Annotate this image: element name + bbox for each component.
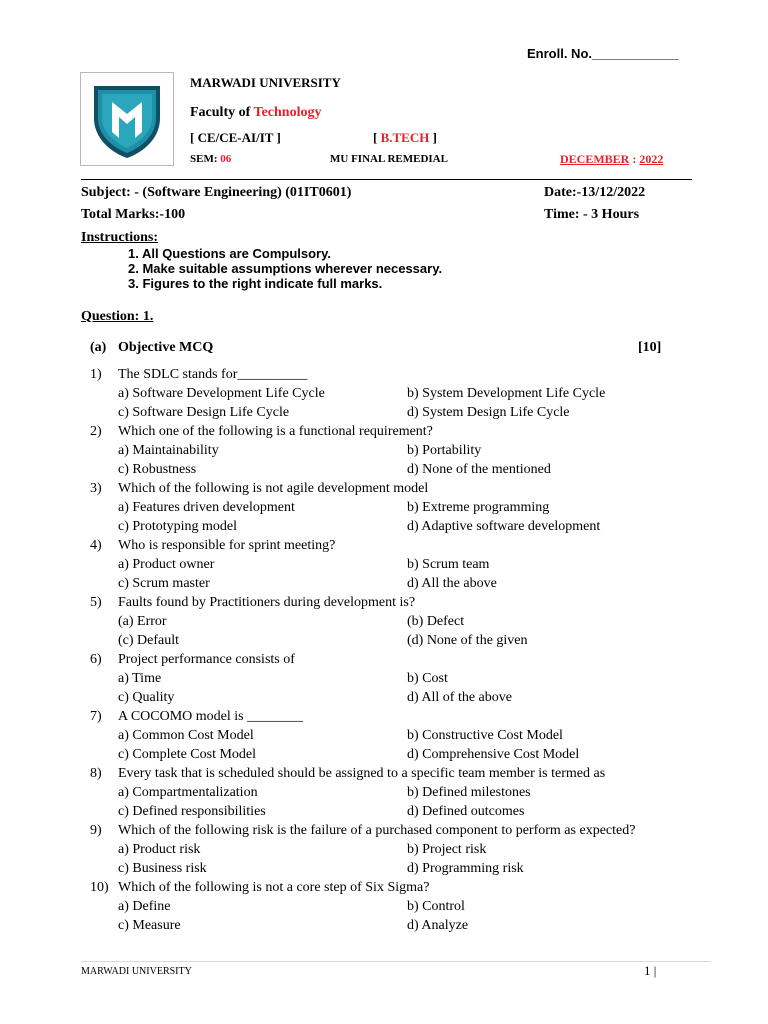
- option-b: b) Constructive Cost Model: [407, 728, 563, 743]
- option-c: c) Robustness: [118, 462, 197, 477]
- subject: Subject: - (Software Engineering) (01IT0601): [81, 185, 352, 200]
- option-a: a) Compartmentalization: [118, 785, 258, 800]
- instruction-item: 1. All Questions are Compulsory.: [128, 246, 331, 261]
- exam-date: Date:-13/12/2022: [544, 185, 646, 200]
- option-b: b) System Development Life Cycle: [407, 386, 606, 401]
- option-c: c) Measure: [118, 918, 181, 933]
- sem-label: SEM:: [190, 153, 221, 165]
- option-c: c) Complete Cost Model: [118, 747, 257, 762]
- instruction-item: 2. Make suitable assumptions wherever necessary.: [128, 261, 443, 276]
- part-label: (a): [90, 340, 107, 355]
- programme: [ CE/CE-AI/IT ]: [190, 130, 281, 145]
- option-a: a) Software Development Life Cycle: [118, 386, 325, 401]
- question-text: Which of the following risk is the failure of a purchased component to perform as expected?: [118, 823, 636, 838]
- part-marks: [10]: [638, 340, 662, 355]
- question-text: The SDLC stands for__________: [118, 367, 308, 382]
- question-text: Faults found by Practitioners during development is?: [118, 595, 416, 610]
- option-d: d) Analyze: [407, 918, 469, 933]
- option-b: b) Scrum team: [407, 557, 490, 572]
- instruction-item: 3. Figures to the right indicate full marks.: [128, 276, 383, 291]
- option-a: a) Product risk: [118, 842, 201, 857]
- question-number: 3): [90, 481, 102, 496]
- option-d: d) Adaptive software development: [407, 519, 601, 534]
- option-a: (a) Error: [118, 614, 167, 629]
- option-c: c) Business risk: [118, 861, 207, 876]
- option-d: d) Programming risk: [407, 861, 524, 876]
- option-d: d) System Design Life Cycle: [407, 405, 570, 420]
- page-number: 1 |: [644, 963, 657, 978]
- question-number: 6): [90, 652, 102, 667]
- option-a: a) Time: [118, 671, 162, 686]
- part-title: Objective MCQ: [118, 340, 214, 355]
- question-number: 2): [90, 424, 102, 439]
- option-b: b) Control: [407, 899, 465, 914]
- option-b: b) Extreme programming: [407, 500, 550, 515]
- option-d: (d) None of the given: [407, 633, 528, 648]
- option-b: b) Portability: [407, 443, 482, 458]
- option-b: (b) Defect: [407, 614, 465, 629]
- total-marks: Total Marks:-100: [81, 207, 186, 222]
- footer-university: MARWADI UNIVERSITY: [81, 966, 192, 977]
- option-a: a) Features driven development: [118, 500, 295, 515]
- question-number: 7): [90, 709, 102, 724]
- question-text: Which one of the following is a functional requirement?: [118, 424, 433, 439]
- exam-month: DECEMBER: [560, 152, 630, 166]
- university-logo: [80, 72, 174, 166]
- option-d: d) All of the above: [407, 690, 512, 705]
- option-d: d) None of the mentioned: [407, 462, 551, 477]
- question-text: A COCOMO model is ________: [118, 709, 304, 724]
- semester: [190, 153, 231, 165]
- option-c: c) Quality: [118, 690, 175, 705]
- question-text: Project performance consists of: [118, 652, 295, 667]
- sem-value: 06: [220, 153, 232, 165]
- question-number: 1): [90, 367, 102, 382]
- question-heading: Question: 1.: [81, 309, 154, 324]
- degree-close: ]: [429, 130, 437, 145]
- faculty-name: Technology: [253, 105, 322, 120]
- question-number: 8): [90, 766, 102, 781]
- question-text: Who is responsible for sprint meeting?: [118, 538, 336, 553]
- option-c: c) Prototyping model: [118, 519, 237, 534]
- option-d: d) All the above: [407, 576, 497, 591]
- question-number: 5): [90, 595, 102, 610]
- option-c: c) Scrum master: [118, 576, 210, 591]
- option-d: d) Comprehensive Cost Model: [407, 747, 580, 762]
- header-divider: [81, 179, 692, 180]
- question-text: Which of the following is not agile development model: [118, 481, 429, 496]
- option-c: c) Defined responsibilities: [118, 804, 266, 819]
- university-name: MARWADI UNIVERSITY: [190, 75, 341, 90]
- option-b: b) Defined milestones: [407, 785, 531, 800]
- question-number: 4): [90, 538, 102, 553]
- faculty-line: [190, 105, 321, 121]
- question-text: Every task that is scheduled should be assigned to a specific team member is termed as: [118, 766, 606, 781]
- exam-month-sep: :: [629, 152, 640, 166]
- faculty-prefix: Faculty of: [190, 105, 254, 120]
- option-c: (c) Default: [118, 633, 180, 648]
- option-d: d) Defined outcomes: [407, 804, 525, 819]
- degree: [373, 130, 437, 146]
- option-a: a) Define: [118, 899, 171, 914]
- option-b: b) Project risk: [407, 842, 487, 857]
- exam-month-year: [560, 152, 663, 167]
- footer-divider: [81, 961, 711, 962]
- option-a: a) Maintainability: [118, 443, 219, 458]
- question-number: 9): [90, 823, 102, 838]
- degree-open: [: [373, 130, 381, 145]
- option-b: b) Cost: [407, 671, 448, 686]
- exam-type: MU FINAL REMEDIAL: [330, 153, 448, 165]
- degree-name: B.TECH: [380, 130, 430, 145]
- exam-duration: Time: - 3 Hours: [544, 207, 640, 222]
- option-c: c) Software Design Life Cycle: [118, 405, 290, 420]
- question-text: Which of the following is not a core step of Six Sigma?: [118, 880, 430, 895]
- question-number: 10): [90, 880, 109, 895]
- enroll-number-label: Enroll. No.____________: [527, 46, 679, 61]
- exam-year: 2022: [639, 152, 664, 166]
- option-a: a) Product owner: [118, 557, 215, 572]
- instructions-heading: Instructions:: [81, 230, 159, 245]
- option-a: a) Common Cost Model: [118, 728, 254, 743]
